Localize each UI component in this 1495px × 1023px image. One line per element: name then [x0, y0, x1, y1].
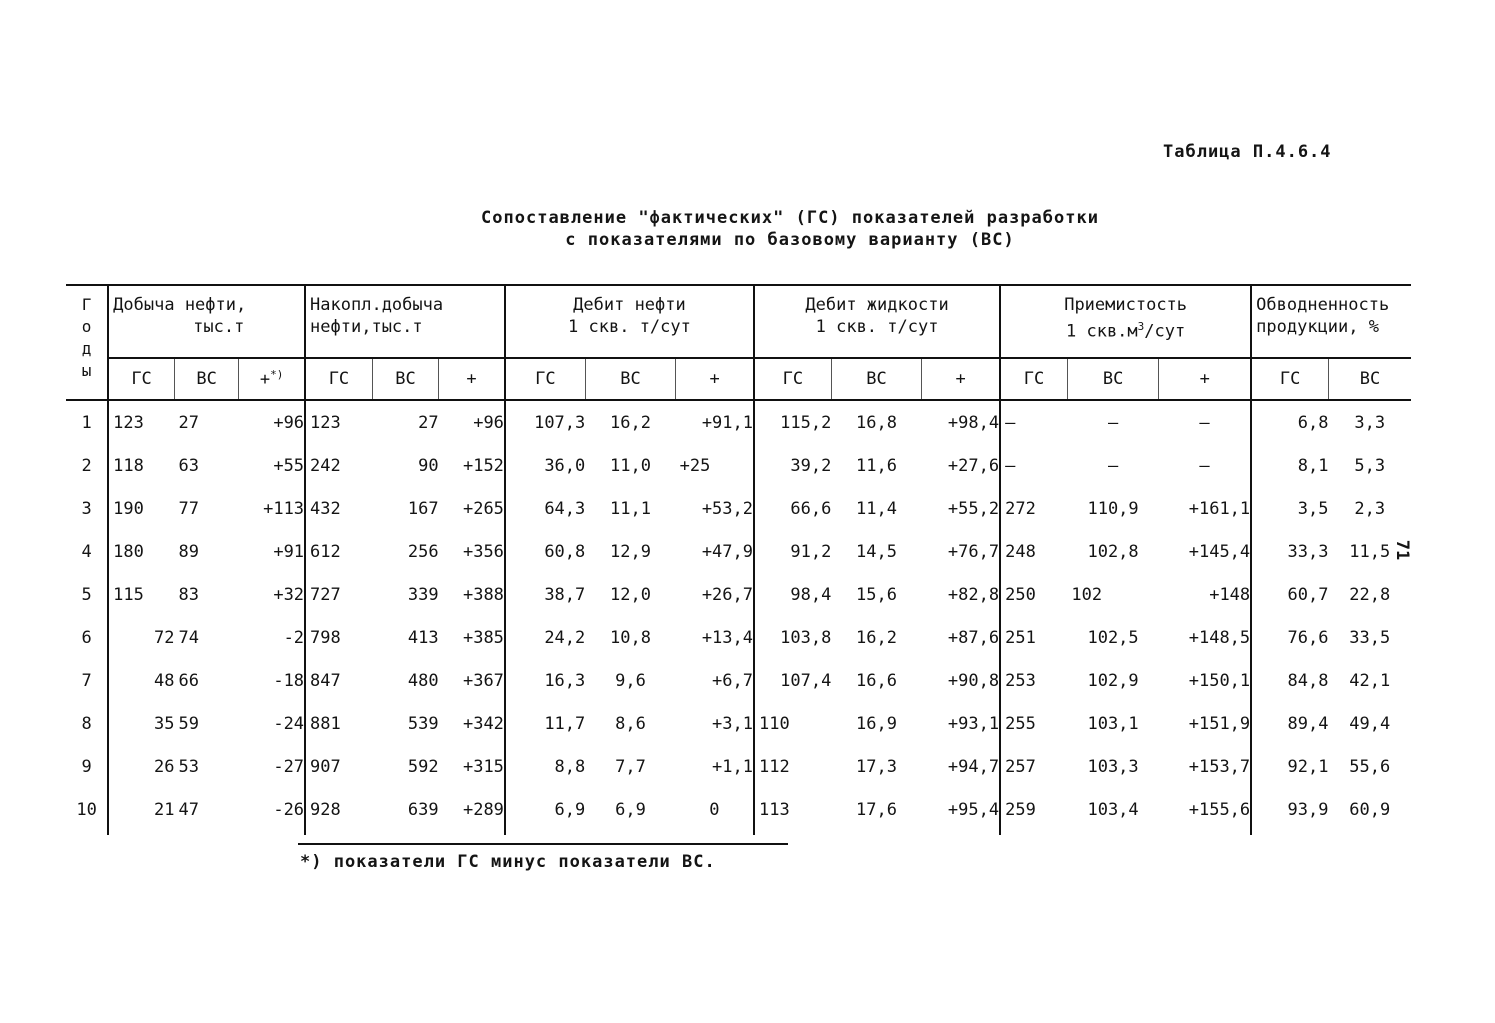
table-cell: 539 [407, 713, 439, 734]
table-cell: +388 [462, 584, 504, 605]
table-cell: +153,7 [1188, 756, 1251, 777]
sub-header-gs: ГС [754, 358, 831, 400]
table-cell: 8,1 [1251, 444, 1328, 487]
table-cell: 48 [108, 659, 174, 702]
table-cell: 93,9 [1251, 788, 1328, 835]
table-cell: 53 [178, 756, 199, 777]
table-cell: 39,2 [754, 444, 831, 487]
sub-header-diff: + [922, 358, 1000, 400]
table-cell: 257 [1000, 745, 1067, 788]
table-cell: 107,3 [505, 400, 585, 444]
liquid-rate-header: Дебит жидкости 1 скв. т/сут [754, 285, 1000, 358]
table-row [66, 616, 1411, 659]
table-cell: 4 [81, 541, 92, 562]
sub-header-vs: ВС [372, 358, 438, 400]
table-cell: 49,4 [1349, 713, 1391, 734]
table-cell: 63 [178, 455, 199, 476]
sub-header-vs: ВС [831, 358, 921, 400]
table-cell: 123 [108, 400, 174, 444]
table-cell: 66,6 [754, 487, 831, 530]
table-cell: +342 [462, 713, 504, 734]
table-cell: +151,9 [1188, 713, 1251, 734]
table-cell: +145,4 [1188, 541, 1251, 562]
table-cell: 6,9 [505, 788, 585, 835]
table-cell: 59 [178, 713, 199, 734]
table-cell: 259 [1000, 788, 1067, 835]
table-cell: 35 [108, 702, 174, 745]
table-cell: +265 [462, 498, 504, 519]
table-header [66, 285, 1411, 400]
table-body [66, 400, 1411, 835]
table-cell: 91,2 [754, 530, 831, 573]
table-cell: -18 [273, 670, 305, 691]
table-cell: +289 [462, 799, 504, 820]
table-cell: +13,4 [701, 627, 753, 648]
table-cell: +6,7 [712, 670, 753, 691]
table-cell: – [1107, 455, 1119, 476]
table-cell: +152 [462, 455, 504, 476]
table-row [66, 573, 1411, 616]
table-cell: +96 [273, 412, 305, 433]
table-cell: 98,4 [754, 573, 831, 616]
table-cell: 639 [407, 799, 439, 820]
table-cell: +3,1 [712, 713, 753, 734]
sub-header-vs: ВС [1067, 358, 1158, 400]
table-cell: 76,6 [1251, 616, 1328, 659]
sub-header-vs: ВС [174, 358, 238, 400]
sub-header-gs: ГС [1251, 358, 1328, 400]
table-cell: 5 [81, 584, 92, 605]
injectivity-header: Приемистость 1 $скв.м^3$/сут [1000, 285, 1251, 358]
table-cell: 248 [1000, 530, 1067, 573]
title-line-1: Сопоставление "фактических" (ГС) показателей разработки [481, 208, 1099, 228]
table-cell: 9,6 [615, 670, 646, 691]
table-cell: 0 [709, 799, 720, 820]
sub-header-gs: ГС [305, 358, 372, 400]
table-label: Таблица П.4.6.4 [1163, 142, 1332, 162]
sub-header-diff: + [676, 358, 754, 400]
table-cell: 8,6 [615, 713, 646, 734]
table-cell: 907 [305, 745, 372, 788]
table-cell: 33,3 [1251, 530, 1328, 573]
table-cell: 251 [1000, 616, 1067, 659]
sub-header-vs: ВС [585, 358, 675, 400]
table-cell: – [1000, 400, 1067, 444]
table-cell: +155,6 [1188, 799, 1251, 820]
table-cell: 12,0 [609, 584, 651, 605]
table-cell: +161,1 [1188, 498, 1251, 519]
table-cell: 72 [108, 616, 174, 659]
page-number: 71 [1392, 539, 1413, 561]
table-cell: +47,9 [701, 541, 753, 562]
table-cell: 115 [108, 573, 174, 616]
comparison-table [66, 284, 1411, 835]
table-cell: 17,6 [856, 799, 897, 820]
sub-header-diff: + [439, 358, 505, 400]
table-cell: 103,1 [1087, 713, 1139, 734]
table-cell: 27 [418, 412, 439, 433]
table-cell: 60,7 [1251, 573, 1328, 616]
table-row [66, 702, 1411, 745]
table-cell: +1,1 [712, 756, 753, 777]
table-cell: 60,8 [505, 530, 585, 573]
table-cell: 5,3 [1354, 455, 1386, 476]
table-cell: – [1199, 455, 1210, 476]
table-cell: 10 [76, 799, 97, 820]
table-cell: 89,4 [1251, 702, 1328, 745]
table-cell: 64,3 [505, 487, 585, 530]
table-cell: 103,3 [1087, 756, 1139, 777]
table-cell: 110,9 [1087, 498, 1139, 519]
table-cell: 55,6 [1349, 756, 1391, 777]
table-cell: -2 [283, 627, 305, 648]
table-cell: – [1000, 444, 1067, 487]
sub-header-diff: + [1159, 358, 1251, 400]
table-cell: +113 [263, 498, 305, 519]
water-cut-header: Обводненность продукции, % [1251, 285, 1411, 358]
oil-production-header: Добыча нефти, тыс.т [108, 285, 305, 358]
table-cell: 107,4 [754, 659, 831, 702]
table-row [66, 745, 1411, 788]
table-cell: 113 [754, 788, 831, 835]
table-cell: +315 [462, 756, 504, 777]
table-cell: 12,9 [609, 541, 651, 562]
years-header: Г о д ы [66, 285, 108, 400]
table-cell: +148 [1209, 584, 1251, 605]
table-cell: 36,0 [505, 444, 585, 487]
table-cell: 256 [407, 541, 439, 562]
table-cell: +32 [273, 584, 305, 605]
table-cell: 11,1 [609, 498, 651, 519]
table-cell: +94,7 [947, 756, 1000, 777]
table-cell: 102,5 [1087, 627, 1139, 648]
table-cell: 2 [81, 455, 92, 476]
table-cell: 432 [305, 487, 372, 530]
table-cell: 24,2 [505, 616, 585, 659]
table-cell: 89 [178, 541, 199, 562]
table-cell: 339 [407, 584, 439, 605]
table-cell: 33,5 [1349, 627, 1391, 648]
table-cell: 592 [407, 756, 439, 777]
table-cell: 16,8 [856, 412, 897, 433]
table-cell: 102,9 [1087, 670, 1139, 691]
table-cell: 7 [81, 670, 92, 691]
table-cell: 102 [1071, 584, 1103, 605]
table-cell: +98,4 [947, 412, 1000, 433]
table-cell: 253 [1000, 659, 1067, 702]
table-cell: 242 [305, 444, 372, 487]
table-cell: 727 [305, 573, 372, 616]
table-cell: 16,2 [609, 412, 651, 433]
table-cell: – [1199, 412, 1210, 433]
table-cell: 74 [178, 627, 199, 648]
table-cell: 847 [305, 659, 372, 702]
table-cell: 123 [305, 400, 372, 444]
table-cell: -24 [273, 713, 305, 734]
table-cell: +87,6 [947, 627, 1000, 648]
table-cell: 47 [178, 799, 199, 820]
oil-rate-header: Дебит нефти 1 скв. т/сут [505, 285, 754, 358]
table-cell: +367 [462, 670, 504, 691]
table-row [66, 487, 1411, 530]
table-cell: 255 [1000, 702, 1067, 745]
table-cell: 11,4 [856, 498, 897, 519]
table-row [66, 530, 1411, 573]
table-cell: 42,1 [1349, 670, 1391, 691]
table-cell: 11,6 [856, 455, 897, 476]
table-cell: 90 [418, 455, 439, 476]
table-cell: 11,5 [1349, 541, 1391, 562]
table-cell: 26 [108, 745, 174, 788]
table-cell: 9 [81, 756, 92, 777]
table-cell: 112 [754, 745, 831, 788]
table-cell: +385 [462, 627, 504, 648]
table-cell: +82,8 [947, 584, 1000, 605]
table-cell: 22,8 [1349, 584, 1391, 605]
table-cell: 83 [178, 584, 199, 605]
table-cell: -27 [273, 756, 305, 777]
table-cell: 3 [81, 498, 92, 519]
table-cell: 3,3 [1354, 412, 1386, 433]
table-cell: +53,2 [701, 498, 753, 519]
table-cell: -26 [273, 799, 305, 820]
table-cell: +91,1 [701, 412, 753, 433]
sub-header-vs: ВС [1328, 358, 1411, 400]
table-cell: 92,1 [1251, 745, 1328, 788]
table-cell: 250 [1000, 573, 1067, 616]
table-cell: 3,5 [1251, 487, 1328, 530]
table-row [66, 444, 1411, 487]
table-cell: 6,9 [615, 799, 646, 820]
table-cell: – [1107, 412, 1119, 433]
table-cell: 60,9 [1349, 799, 1391, 820]
table-cell: 21 [108, 788, 174, 835]
table-cell: +95,4 [947, 799, 1000, 820]
table-cell: 1 [81, 412, 92, 433]
table-cell: +93,1 [947, 713, 1000, 734]
table-cell: +356 [462, 541, 504, 562]
table-cell: 11,7 [505, 702, 585, 745]
footnote: *) показатели ГС минус показатели ВС. [300, 852, 716, 872]
table-cell: 16,2 [856, 627, 897, 648]
table-cell: 480 [407, 670, 439, 691]
table-cell: +25 [679, 455, 711, 476]
table-cell: 612 [305, 530, 372, 573]
table-cell: 16,3 [505, 659, 585, 702]
sub-header-gs: ГС [505, 358, 585, 400]
table-cell: 17,3 [856, 756, 897, 777]
table-cell: +55,2 [947, 498, 1000, 519]
table-cell: +150,1 [1188, 670, 1251, 691]
table-row [66, 659, 1411, 702]
table-cell: 66 [178, 670, 199, 691]
table-cell: 14,5 [856, 541, 897, 562]
table-row [66, 788, 1411, 835]
table-cell: +76,7 [947, 541, 1000, 562]
table-cell: 110 [754, 702, 831, 745]
sub-header-gs: ГС [1000, 358, 1067, 400]
table-cell: 881 [305, 702, 372, 745]
table-cell: +91 [273, 541, 305, 562]
table-cell: 118 [108, 444, 174, 487]
table-cell: 102,8 [1087, 541, 1139, 562]
footnote-divider [298, 843, 788, 845]
table-cell: 413 [407, 627, 439, 648]
table-cell: 8,8 [505, 745, 585, 788]
table-cell: 103,4 [1087, 799, 1139, 820]
table-cell: 27 [178, 412, 199, 433]
table-cell: 6,8 [1251, 400, 1328, 444]
table-cell: 10,8 [609, 627, 651, 648]
table-cell: 8 [81, 713, 92, 734]
table-cell: 7,7 [615, 756, 646, 777]
table-cell: 180 [108, 530, 174, 573]
table-cell: 16,9 [856, 713, 897, 734]
table-cell: 167 [407, 498, 439, 519]
table-row [66, 400, 1411, 444]
table-cell: +26,7 [701, 584, 753, 605]
sub-header-gs: ГС [108, 358, 174, 400]
table-cell: 16,6 [856, 670, 897, 691]
sub-header-diff: +*) [239, 358, 305, 400]
table-cell: 6 [81, 627, 92, 648]
table-cell: 84,8 [1251, 659, 1328, 702]
table-cell: +96 [473, 412, 504, 433]
table-cell: +90,8 [947, 670, 1000, 691]
table-cell: +148,5 [1188, 627, 1251, 648]
table-cell: +27,6 [947, 455, 1000, 476]
table-cell: 115,2 [754, 400, 831, 444]
cumulative-oil-header: Накопл.добыча нефти,тыс.т [305, 285, 505, 358]
document-title [300, 207, 1280, 251]
table-cell: 272 [1000, 487, 1067, 530]
table-cell: 928 [305, 788, 372, 835]
title-line-2: с показателями по базовому варианту (ВС) [565, 230, 1015, 250]
table-cell: 2,3 [1354, 498, 1386, 519]
table-cell: 38,7 [505, 573, 585, 616]
table-cell: 103,8 [754, 616, 831, 659]
table-cell: 15,6 [856, 584, 897, 605]
table-cell: 77 [178, 498, 199, 519]
table-cell: 798 [305, 616, 372, 659]
table-cell: 11,0 [609, 455, 651, 476]
table-cell: 190 [108, 487, 174, 530]
table-cell: +55 [273, 455, 305, 476]
